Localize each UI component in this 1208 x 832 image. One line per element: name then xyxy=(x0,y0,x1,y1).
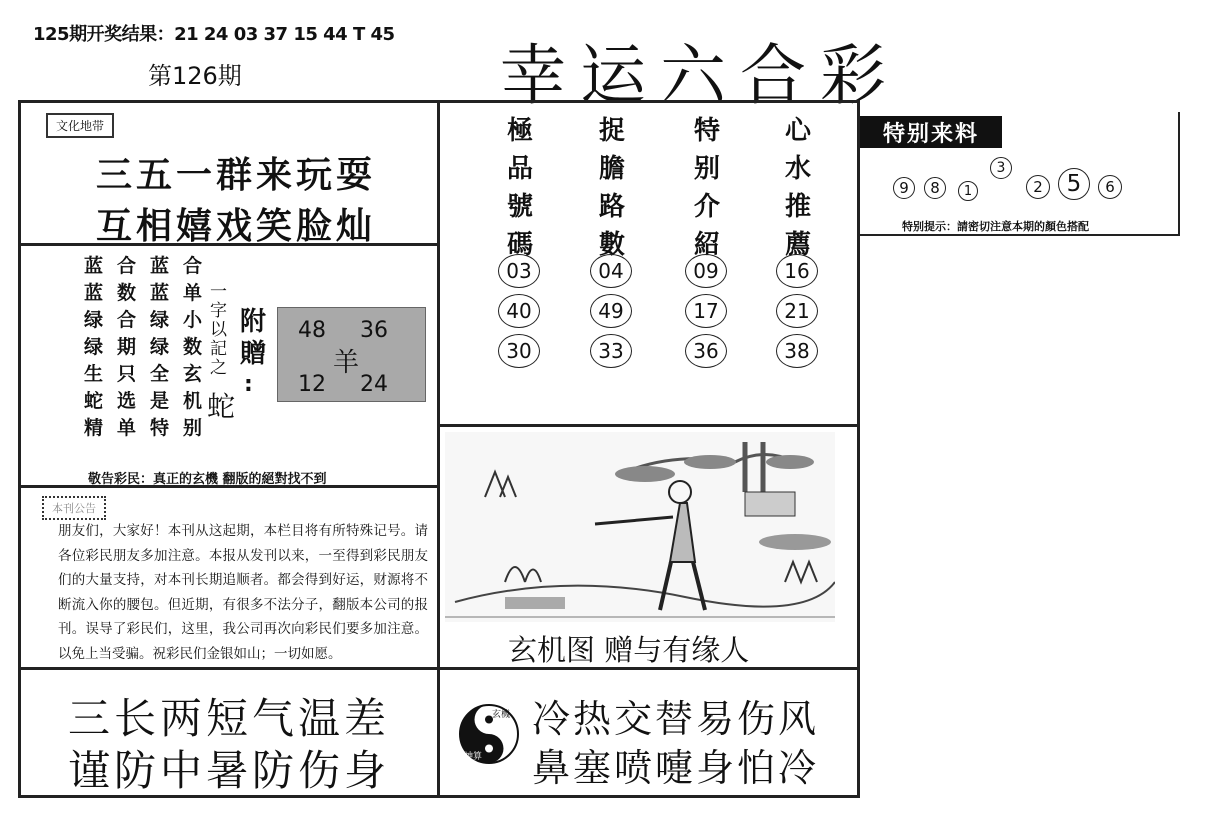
number-ball: 33 xyxy=(590,334,632,368)
number-ball: 40 xyxy=(498,294,540,328)
vertical-hint xyxy=(210,283,227,378)
bonus-num-2: 36 xyxy=(360,318,388,343)
number-ball: 36 xyxy=(685,334,727,368)
hint-row xyxy=(84,253,202,280)
number-ball: 09 xyxy=(685,254,727,288)
special-num-7: 6 xyxy=(1098,175,1122,199)
hint-char: 选 xyxy=(117,390,137,412)
vertical-hint-char: 字 xyxy=(210,301,227,321)
hint-char: 绿 xyxy=(150,336,170,358)
number-ball: 49 xyxy=(590,294,632,328)
hint-char: 绿 xyxy=(150,309,170,331)
bonus-zodiac: 羊 xyxy=(333,348,360,378)
column-heading xyxy=(687,112,727,264)
hint-char: 合 xyxy=(183,255,203,277)
hint-char: 别 xyxy=(183,417,203,439)
hint-char: 小 xyxy=(183,309,203,331)
poem-mid-2: 鼻塞喷嚏身怕冷 xyxy=(532,746,820,790)
divider-mid-1 xyxy=(438,424,860,427)
hint-char: 是 xyxy=(150,390,170,412)
colon: : xyxy=(244,372,253,397)
slogan-line-1: 三五一群来玩耍 xyxy=(96,154,377,196)
attach-char: 贈 xyxy=(240,339,267,369)
hint-char: 期 xyxy=(117,336,137,358)
attach-label xyxy=(240,306,266,370)
hint-char: 单 xyxy=(117,417,137,439)
column-heading-char: 特 xyxy=(693,116,720,146)
yinyang-icon xyxy=(458,703,520,765)
notice-text: 朋友们，大家好！本刊从这起期，本栏目将有所特殊记号。请各位彩民朋友多加注意。本报从发刊以来，一至得到彩民朋友们的大量支持，对本刊长期追顺者。都会得到好运，财源将不断流入你的腰包。但近期，有很多不法分子，翻版本公司的报刊。误导了彩民们，这里，我公司再次向彩民们要多加注意。以免上当受骗。祝彩民们金银如山；一切如愿。 xyxy=(58,523,428,662)
number-columns xyxy=(498,112,838,392)
hint-char: 特 xyxy=(150,417,170,439)
zodiac-answer: 蛇 xyxy=(207,390,236,423)
hint-char: 蓝 xyxy=(84,255,104,277)
special-num-5: 2 xyxy=(1026,175,1050,199)
number-ball: 30 xyxy=(498,334,540,368)
number-ball: 16 xyxy=(776,254,818,288)
hint-char: 绿 xyxy=(84,336,104,358)
notice-tag: 本刊公告 xyxy=(42,496,106,520)
hint-char: 玄 xyxy=(183,363,203,385)
special-num-4: 3 xyxy=(990,157,1012,179)
hint-char: 蓝 xyxy=(150,255,170,277)
hint-char: 蓝 xyxy=(84,282,104,304)
hint-row xyxy=(84,388,202,415)
mystery-picture-drawing xyxy=(445,432,835,622)
column-heading-char: 捉 xyxy=(598,116,625,146)
page-title: 幸运六合彩 xyxy=(500,37,900,114)
special-num-1: 9 xyxy=(893,177,915,199)
hint-char: 只 xyxy=(117,363,137,385)
slogan-line-2: 互相嬉戏笑脸灿 xyxy=(96,205,377,247)
picture-caption: 玄机图 赠与有缘人 xyxy=(508,633,750,667)
culture-tag: 文化地带 xyxy=(46,113,114,138)
hint-char: 合 xyxy=(117,255,137,277)
bonus-box xyxy=(277,307,426,402)
column-heading-char: 數 xyxy=(598,230,625,260)
number-ball: 03 xyxy=(498,254,540,288)
column-heading xyxy=(500,112,540,264)
number-ball: 38 xyxy=(776,334,818,368)
column-heading-char: 號 xyxy=(506,192,533,222)
special-tag: 特别来料 xyxy=(860,116,1002,148)
hint-char: 蓝 xyxy=(150,282,170,304)
hint-char: 合 xyxy=(117,309,137,331)
column-heading-char: 介 xyxy=(693,192,720,222)
hint-char: 全 xyxy=(150,363,170,385)
hint-char: 机 xyxy=(183,390,203,412)
vertical-hint-char: 之 xyxy=(210,358,227,378)
column-heading-char: 别 xyxy=(693,154,720,184)
hint-row xyxy=(84,334,202,361)
hint-row xyxy=(84,307,202,334)
column-heading-char: 路 xyxy=(598,192,625,222)
special-tip: 特别提示：請密切注意本期的顏色搭配 xyxy=(902,220,1089,233)
poem-mid-1: 冷热交替易伤风 xyxy=(532,697,820,741)
vertical-hint-char: 以 xyxy=(210,320,227,340)
column-heading xyxy=(778,112,818,264)
hint-char: 生 xyxy=(84,363,104,385)
hint-grid xyxy=(84,253,202,442)
hint-char: 数 xyxy=(117,282,137,304)
yinyang-text-1: 玄機 xyxy=(492,710,511,720)
column-heading-char: 水 xyxy=(784,154,811,184)
number-ball: 21 xyxy=(776,294,818,328)
number-ball: 17 xyxy=(685,294,727,328)
hint-char: 精 xyxy=(84,417,104,439)
hint-row xyxy=(84,361,202,388)
hint-row xyxy=(84,280,202,307)
mystery-picture xyxy=(445,432,835,622)
previous-result: 125期开奖结果：21 24 03 37 15 44 T 45 xyxy=(33,24,395,45)
yinyang-text-2: 神算 xyxy=(464,752,483,762)
column-heading-char: 心 xyxy=(784,116,811,146)
vertical-hint-char: 一 xyxy=(210,282,227,302)
number-ball: 04 xyxy=(590,254,632,288)
column-heading-char: 碼 xyxy=(506,230,533,260)
column-divider xyxy=(437,100,440,798)
divider-left-3 xyxy=(18,667,438,670)
bonus-num-4: 24 xyxy=(360,372,388,397)
vertical-hint-char: 記 xyxy=(210,339,227,359)
special-num-3: 1 xyxy=(958,181,978,201)
column-heading-char: 推 xyxy=(784,192,811,222)
bonus-num-1: 48 xyxy=(298,318,326,343)
poem-left-1: 三长两短气温差 xyxy=(68,694,391,743)
hint-char: 蛇 xyxy=(84,390,104,412)
column-heading-char: 膽 xyxy=(598,154,625,184)
poem-left-2: 谨防中暑防伤身 xyxy=(68,746,391,795)
hint-char: 数 xyxy=(183,336,203,358)
column-heading-char: 極 xyxy=(506,116,533,146)
warning-note: 敬告彩民：真正的玄機 翻版的絕對找不到 xyxy=(88,472,327,487)
column-heading-char: 薦 xyxy=(784,230,811,260)
hint-char: 绿 xyxy=(84,309,104,331)
column-heading-char: 紹 xyxy=(693,230,720,260)
column-heading-char: 品 xyxy=(506,154,533,184)
bonus-num-3: 12 xyxy=(298,372,326,397)
hint-row xyxy=(84,415,202,442)
hint-char: 单 xyxy=(183,282,203,304)
special-num-6: 5 xyxy=(1058,168,1090,200)
special-num-2: 8 xyxy=(924,177,946,199)
column-heading xyxy=(592,112,632,264)
issue-number: 第126期 xyxy=(148,62,242,90)
attach-char: 附 xyxy=(240,307,267,337)
